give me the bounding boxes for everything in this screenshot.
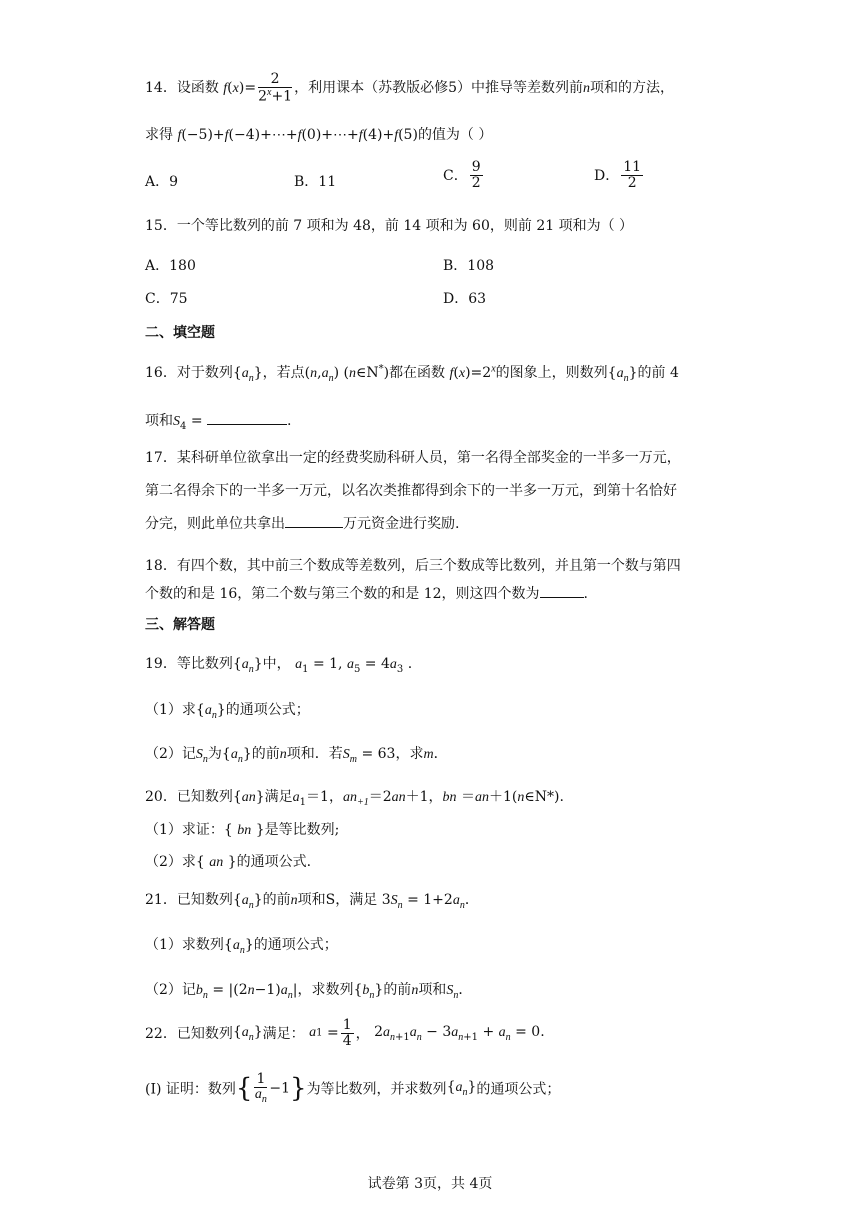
q17-line3: 分完，则此单位共拿出 万元资金进行奖励. [145,516,460,532]
q22-line1: 22．已知数列$\{a_n\}$满足： a1 = $\frac{1}{4}$ ， $2a_{n+1}a_n - 3a_{n+1} + a_n = 0$. [145,1017,545,1049]
q20-part1: （1）求证：{ bn }是等比数列; [145,822,340,838]
q15-choice-a[interactable]: A．180 [145,258,196,274]
q21-part1: （1）求数列$\{a_n\}$的通项公式； [145,937,338,956]
q21-part2: （2）记$b_n = |(2n-1)a_n|$，求数列$\{b_n\}$的前n项和$S_n$． [145,982,473,1001]
q14-fraction: $\frac{2}{2^x+1}$ [258,71,293,105]
q18-line2: 个数的和是 16，第二个数与第三个数的和是 12，则这四个数为 . [145,586,588,602]
q16-answer-blank[interactable] [207,424,287,425]
q15-text: 15．一个等比数列的前 7 项和为 48，前 14 项和为 60，则前 21 项和为（ ） [145,218,634,234]
q16-line2: 项和$S_4$ = . [145,413,292,432]
section-fill-in: 二、填空题 [145,325,215,341]
q15-choice-c[interactable]: C．75 [145,291,188,307]
q14-line2: 求得 f(−5)+f(−4)+⋯+f(0)+⋯+f(4)+f(5)的值为（ ） [145,127,493,143]
q14-choice-d[interactable]: D． $\frac{11}{2}$ [594,159,642,191]
q14-number: 14． [145,80,177,97]
q14-line1: 14．设函数 f(x)= $\frac{2}{2^x+1}$ ，利用课本（苏教版必修5）中推导等差数列前n项和的方法， [145,71,674,105]
q14-choice-a[interactable]: A．9 [145,174,179,190]
q19-line1: 19．等比数列$\{a_n\}$中， $a_1 = 1$, $a_5 = 4a_3$ . [145,656,413,675]
q19-part2: （2）记$S_n$为$\{a_n\}$的前n项和．若$S_m = 63$，求m． [145,746,448,765]
q22-part1: (Ⅰ) 证明：数列{ $\frac{1}{a_n}$ −1}为等比数列，并求数列$\{a_n\}$的通项公式； [145,1071,561,1105]
q17-answer-blank[interactable] [285,527,343,528]
q14-choice-c[interactable]: C． $\frac{9}{2}$ [443,159,481,191]
q17-line1: 17．某科研单位欲拿出一定的经费奖励科研人员，第一名得全部奖金的一半多一万元， [145,450,681,466]
q16-line1: 16．对于数列$\{a_n\}$，若点$(n,a_n)$ (n∈N*)都在函数 $f(x)=2^x$的图象上，则数列$\{a_n\}$的前 4 [145,363,679,384]
q19-part1: （1）求$\{a_n\}$的通项公式； [145,702,310,721]
section-solutions: 三、解答题 [145,617,215,633]
q15-choice-b[interactable]: B．108 [443,258,495,274]
q14-choice-b[interactable]: B．11 [294,174,337,190]
q18-line1: 18．有四个数，其中前三个数成等差数列，后三个数成等比数列，并且第一个数与第四 [145,558,681,574]
q15-choice-d[interactable]: D．63 [443,291,487,307]
q17-line2: 第二名得余下的一半多一万元，以名次类推都得到余下的一半多一万元，到第十名恰好 [145,483,677,499]
q18-answer-blank[interactable] [540,597,584,598]
q20-line1: 20．已知数列{an}满足$a_1=1$，$an_{+1}=2an+1$，bn ＝an＋1(n∈N*). [145,789,564,808]
q21-line1: 21．已知数列$\{a_n\}$的前n项和S，满足 $3S_n = 1+2a_n$． [145,892,479,911]
q20-part2: （2）求{ an }的通项公式. [145,854,312,870]
page-footer: 试卷第 3页，共 4页 [367,1176,493,1192]
